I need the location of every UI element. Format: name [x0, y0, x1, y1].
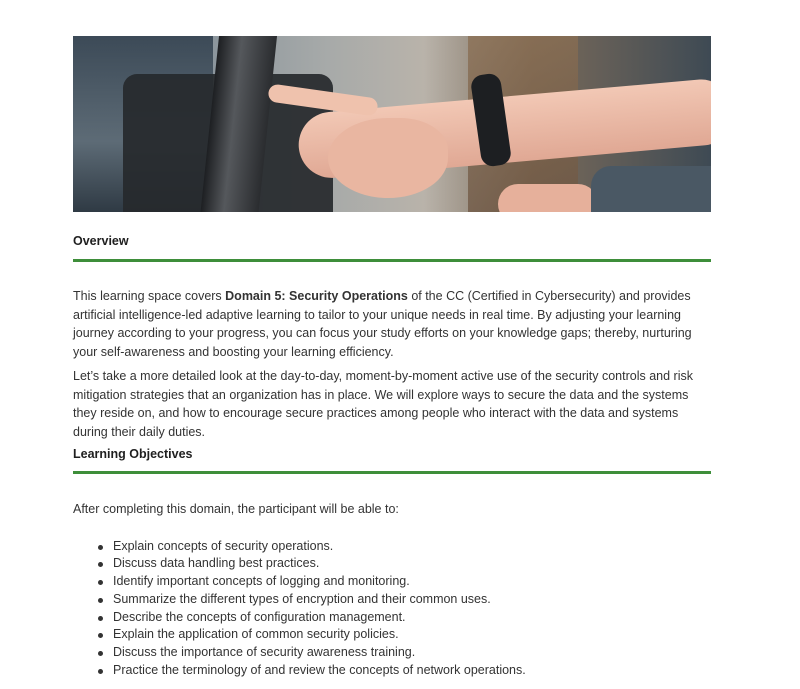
overview-heading: Overview — [73, 234, 129, 248]
objective-item: Summarize the different types of encryption and their common uses. — [73, 591, 711, 609]
objective-item: Explain the application of common security policies. — [73, 626, 711, 644]
learning-objectives-heading: Learning Objectives — [73, 447, 193, 461]
hero-image — [73, 36, 711, 212]
hero-sleeve-shape — [591, 166, 711, 212]
hero-second-hand-shape — [498, 184, 598, 212]
objectives-intro: After completing this domain, the participant will be able to: — [73, 502, 399, 516]
overview-divider — [73, 259, 711, 262]
overview-paragraph-1-prefix: This learning space covers — [73, 289, 226, 303]
content-column — [73, 36, 711, 680]
objective-item: Discuss the importance of security awareness training. — [73, 644, 711, 662]
domain-name-bold: Domain 5: Security Operations — [225, 289, 408, 303]
learning-objectives-divider — [73, 471, 711, 474]
overview-paragraph-1-suffix: of the CC (Certified in Cybersecurity) and provides artificial intelligence-led adaptive learning to tailor to your unique needs in real time. By adjusting your learning journey according to your progress, you can focus your study efforts on your knowledge gaps; thereby, nurturing your self-awareness and boosting your learning efficiency. — [73, 289, 692, 359]
objective-item: Explain concepts of security operations. — [73, 538, 711, 556]
objective-item: Identify important concepts of logging and monitoring. — [73, 573, 711, 591]
objective-item: Discuss data handling best practices. — [73, 555, 711, 573]
objective-item: Describe the concepts of configuration management. — [73, 609, 711, 627]
objectives-list — [73, 538, 711, 680]
overview-paragraph-2: Let’s take a more detailed look at the day-to-day, moment-by-moment active use of the security controls and risk mitigation strategies that an organization has in place. We will explore ways to secure the data and the systems they reside on, and how to encourage secure practices among people who interact with the data and systems during their daily duties. — [73, 369, 693, 439]
objective-item: Practice the terminology of and review the concepts of network operations. — [73, 662, 711, 680]
hero-hand-shape — [328, 118, 448, 198]
overview-paragraph-1 — [73, 287, 711, 361]
